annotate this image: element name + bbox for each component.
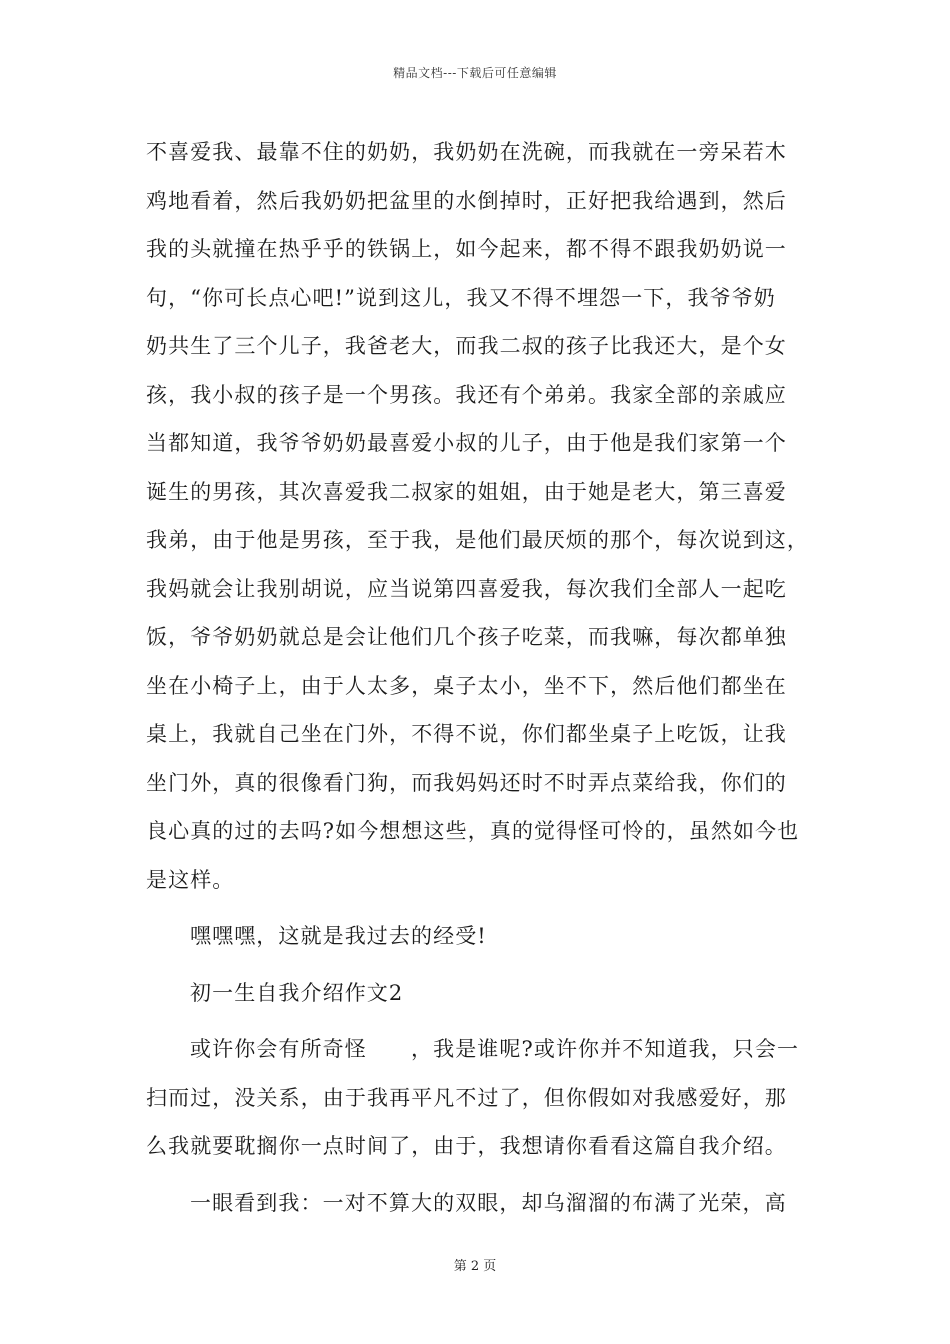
text-line: 我的头就撞在热乎乎的铁锅上，如今起来，都不得不跟我奶奶说一: [146, 237, 787, 261]
paragraph-spacer: [146, 904, 826, 912]
text-line: 孩，我小叔的孩子是一个男孩。我还有个弟弟。我家全部的亲戚应: [146, 382, 787, 407]
text-line: 么我就要耽搁你一点时间了，由于，我想请你看看这篇自我介绍。: [146, 1134, 787, 1158]
paragraph-spacer: [146, 1017, 826, 1025]
paragraph-spacer: [146, 1171, 826, 1179]
paragraph-1: [146, 128, 826, 904]
paragraph-2: 嘿嘿嘿，这就是我过去的经受!: [190, 924, 487, 948]
text-line: 不喜爱我、最靠不住的奶奶，我奶奶在洗碗，而我就在一旁呆若木: [146, 140, 787, 164]
text-line: 或许你会有所奇怪 ，我是谁呢?或许你并不知道我，只会一: [190, 1037, 800, 1061]
text-line: 诞生的男孩，其次喜爱我二叔家的姐姐，由于她是老大，第三喜爱: [146, 479, 787, 504]
text-line: 扫而过，没关系，由于我再平凡不过了，但你假如对我感爱好，那: [146, 1085, 787, 1110]
paragraph-3: [146, 1025, 826, 1171]
paragraph-spacer: [146, 961, 826, 969]
text-line: 良心真的过的去吗?如今想想这些，真的觉得怪可怜的，虽然如今也: [146, 819, 800, 843]
page-number: 第 2 页: [453, 1259, 497, 1274]
text-line: 饭，爷爷奶奶就总是会让他们几个孩子吃菜，而我嘛，每次都单独: [146, 625, 787, 649]
text-line: 句，“你可长点心吧!”说到这儿，我又不得不埋怨一下，我爷爷奶: [146, 285, 776, 310]
section-heading: 初一生自我介绍作文2: [190, 980, 404, 1005]
page-header: 精品文档---下载后可任意编辑: [393, 66, 557, 80]
text-line: 是这样。: [146, 867, 235, 892]
text-line: 奶共生了三个儿子，我爸老大，而我二叔的孩子比我还大，是个女: [146, 334, 787, 358]
text-line: 坐在小椅子上，由于人太多，桌子太小，坐不下，然后他们都坐在: [146, 673, 787, 698]
text-line: 坐门外，真的很像看门狗，而我妈妈还时不时弄点菜给我，你们的: [146, 770, 787, 795]
paragraph-4: 一眼看到我：一对不算大的双眼，却乌溜溜的布满了光荣，高: [190, 1190, 787, 1215]
text-line: 当都知道，我爷爷奶奶最喜爱小叔的儿子，由于他是我们家第一个: [146, 431, 787, 455]
document-body: [146, 128, 826, 1227]
text-line: 鸡地看着，然后我奶奶把盆里的水倒掉时，正好把我给遇到，然后: [146, 188, 787, 213]
text-line: 我妈就会让我别胡说，应当说第四喜爱我，每次我们全部人一起吃: [146, 576, 787, 601]
text-line: 桌上，我就自己坐在门外，不得不说，你们都坐桌子上吃饭，让我: [146, 722, 787, 746]
text-line: 我弟，由于他是男孩，至于我，是他们最厌烦的那个，每次说到这，: [146, 528, 809, 552]
